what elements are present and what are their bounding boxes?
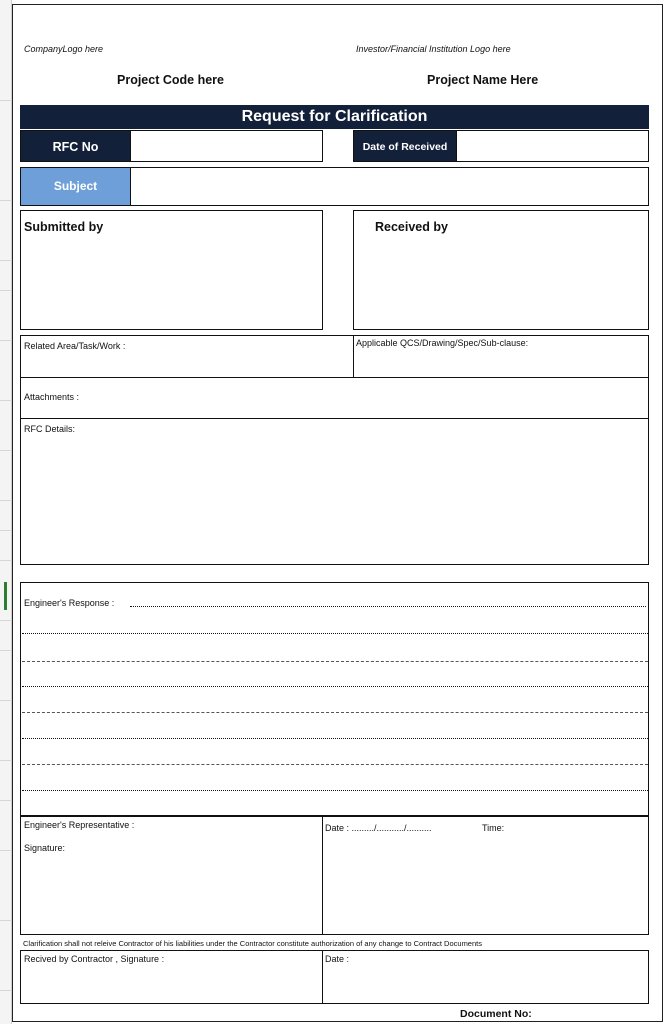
attachments-label: Attachments :: [24, 392, 80, 402]
rfc-details-box[interactable]: [20, 418, 649, 565]
attachments-box[interactable]: [20, 377, 649, 419]
received-by-label: Received by: [375, 220, 448, 234]
company-logo-placeholder: CompanyLogo here: [24, 44, 104, 54]
received-by-contractor-label: Recived by Contractor , Signature :: [24, 954, 165, 964]
engineer-rep-box[interactable]: [20, 816, 323, 935]
response-line: [22, 686, 648, 687]
rfc-details-label: RFC Details:: [24, 424, 76, 434]
date-time-box[interactable]: [322, 816, 649, 935]
project-name: Project Name Here: [427, 73, 539, 87]
rfc-no-label: RFC No: [20, 130, 131, 162]
form-title: Request for Clarification: [20, 105, 649, 129]
response-line: [22, 764, 648, 765]
selected-row-indicator: [4, 582, 7, 610]
submitted-by-label: Submitted by: [24, 220, 104, 234]
engineer-response-label: Engineer's Response :: [24, 598, 115, 608]
response-line: [22, 790, 648, 791]
date-received-label: Date of Received: [353, 130, 457, 162]
spreadsheet-row-gutter: [0, 0, 12, 1024]
signature-label: Signature:: [24, 843, 66, 853]
date-label: Date : ........./.........../..........: [325, 823, 432, 833]
response-line: [22, 661, 648, 662]
engineer-response-box[interactable]: [20, 582, 649, 816]
response-line: [22, 712, 648, 713]
date-received-field[interactable]: [456, 130, 649, 162]
contractor-date-box[interactable]: [322, 950, 649, 1004]
disclaimer-text: Clarification shall not releive Contractor of his liabilities under the Contractor constitute authorization of any change to Contract Documents: [23, 939, 482, 948]
rfc-no-field[interactable]: [130, 130, 323, 162]
contractor-date-label: Date :: [325, 954, 350, 964]
response-line: [22, 738, 648, 739]
project-code: Project Code here: [117, 73, 224, 87]
related-area-label: Related Area/Task/Work :: [24, 341, 126, 351]
applicable-label: Applicable QCS/Drawing/Spec/Sub-clause:: [356, 338, 529, 348]
document-no-label: Document No:: [460, 1008, 532, 1020]
investor-logo-placeholder: Investor/Financial Institution Logo here: [356, 44, 511, 54]
response-line: [22, 633, 648, 634]
time-label: Time:: [482, 823, 505, 833]
response-line: [130, 606, 646, 607]
engineer-rep-label: Engineer's Representative :: [24, 820, 135, 830]
subject-field[interactable]: [130, 167, 649, 206]
subject-label: Subject: [20, 167, 131, 206]
